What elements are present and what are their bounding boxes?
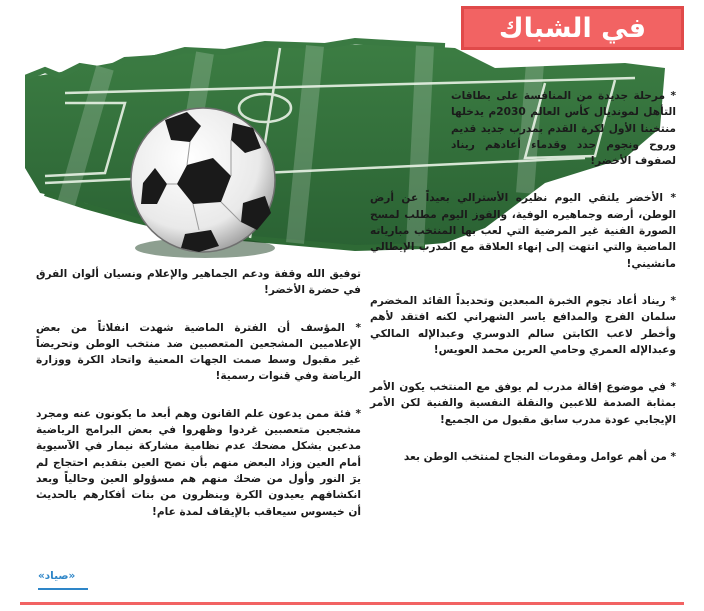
paragraph: * المؤسف أن الفترة الماضية شهدت انفلاتاً من بعض الإعلاميين المشجعين المتعصبين ضد منتخب الوطن وتحريضاً غير مقبول وسط صمت الجهات المعنية واتحاد الكرة ووزارة الرياضة وفي قنوات رسمية! [36,321,361,383]
paragraph: * مرحلة جديدة من المنافسة على بطاقات التأهل لمونديال كأس العالم 2030م يدخلها منتخبنا الأول لكرة القدم بمدرب جديد قديم وروح ونجوم جدد وقدماء أعادهم ريناد لصفوف الأخضر! [451,90,676,168]
bottom-divider [20,602,684,605]
author-signature: «صياد» [38,570,76,582]
right-column [370,88,676,486]
paragraph: * فئة ممن يدعون علم القانون وهم أبعد ما يكونون عنه ومجرد مشجعين متعصبين غردوا وظهروا في بعض البرامج الرياضية مدعين بشكل مضحك عدم نظامية مشاركة نيمار في الآسيوية أمام العين وزاد البعض منهم بأن نصح العين بتقديم احتجاج لم يرَ النور وأول من ضحك منهم هم مسؤولو العين وحالياً وبعد انكشافهم يعيدون الكرة وينظرون من بنات أفكارهم بالحديث أن خيسوس سيعاقب بالإيقاف لمدة عام! [36,407,361,518]
paragraph: * الأخضر يلتقي اليوم نظيره الأسترالي بعيداً عن أرض الوطن، أرضه وجماهيره الوفية، والفوز اليوم مطلب لمسح الصورة الفنية غير المرضية التي لعب بها المنتخب مبارياته الماضية والتي انتهت إلى إنهاء العلاقة مع المدرب الإيطالي مانشيني! [370,192,676,270]
section-title: في الشباك [498,12,647,44]
paragraph: * في موضوع إقالة مدرب لم يوفق مع المنتخب يكون الأمر بمثابة الصدمة للاعبين والنقلة النفسية والفنية لكن الأمر الإيجابي عودة مدرب سابق مقبول من الجميع! [370,381,676,426]
paragraph: توفيق الله وقفة ودعم الجماهير والإعلام ونسيان ألوان الفرق في حضرة الأخضر! [36,268,361,297]
paragraph: * ريناد أعاد نجوم الخبرة المبعدين وتحديداً القائد المخضرم سلمان الفرج والمدافع ياسر الشهراني لكنه افتقد لأهم وأخطر لاعب الكابتن سالم الدوسري وعبدالإله المالكي وعبدالإله العمري وحامي العرين محمد العويس! [370,294,676,356]
left-column [36,266,361,541]
signature-underline [38,588,88,590]
paragraph: * من أهم عوامل ومقومات النجاح لمنتخب الوطن بعد [403,451,676,464]
